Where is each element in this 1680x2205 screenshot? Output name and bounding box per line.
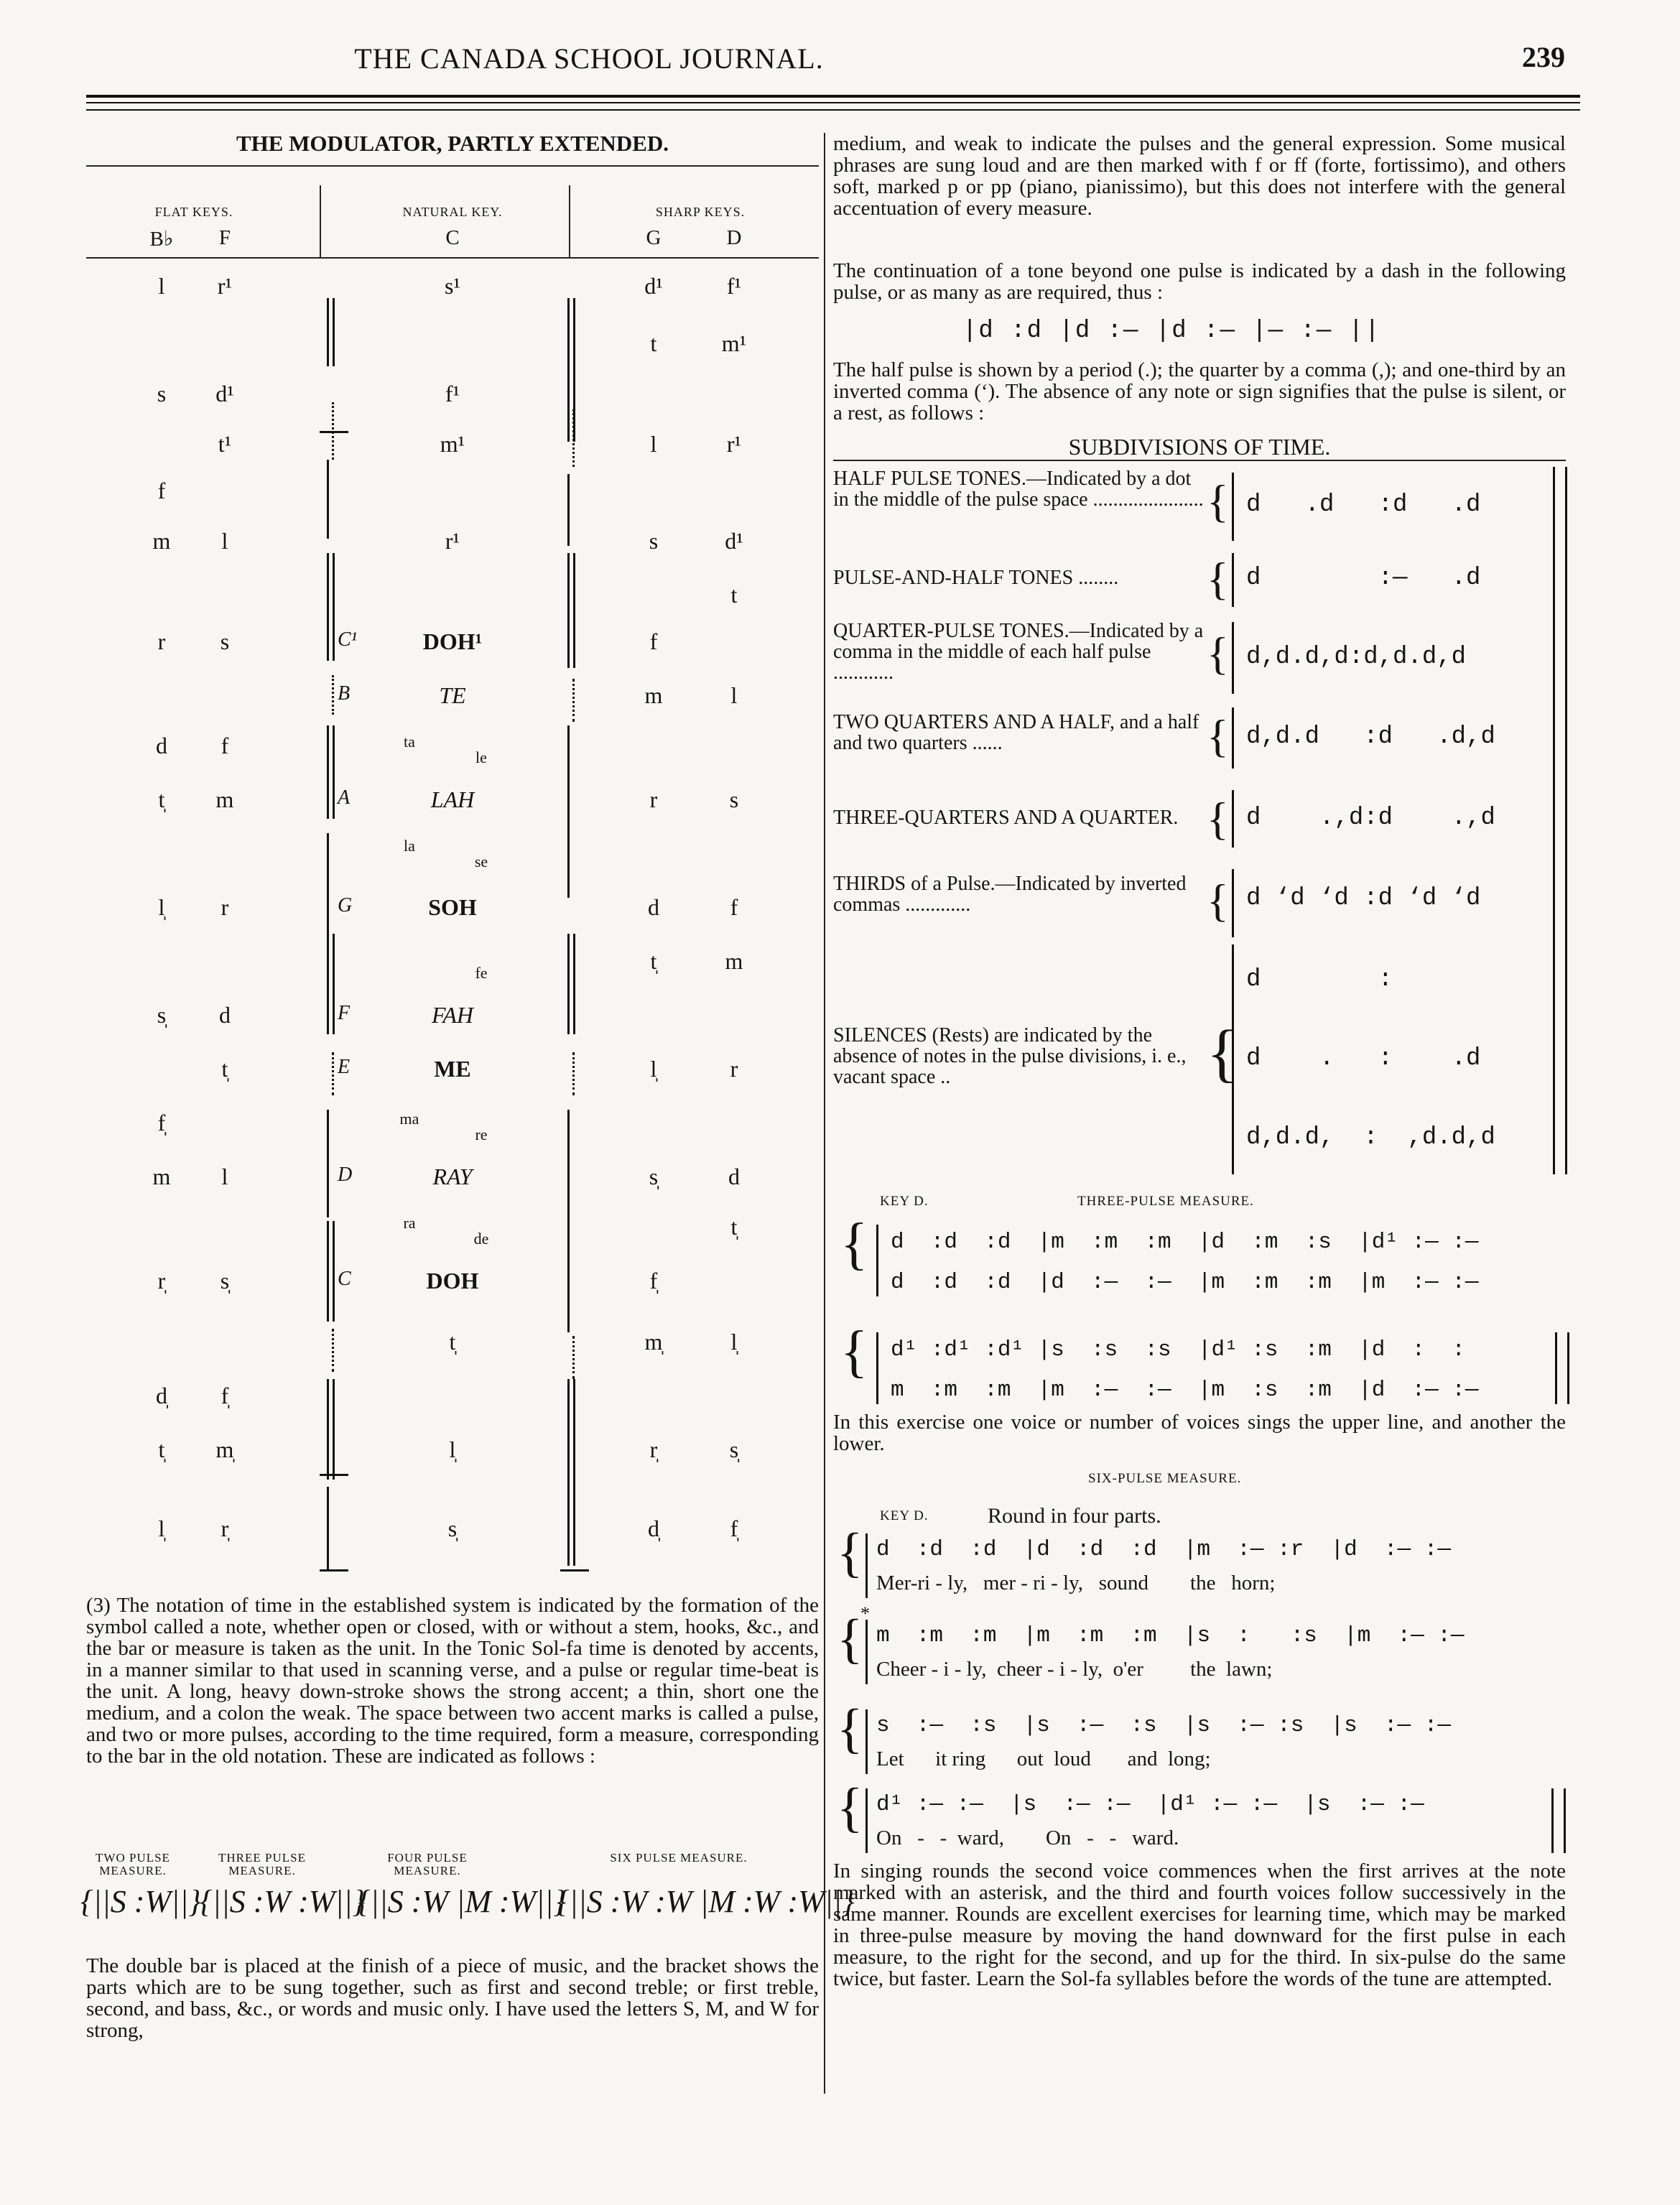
modulator-cell-d: t̩: [730, 1214, 738, 1240]
brace: {: [837, 1778, 863, 1838]
modulator-cell-f: l: [221, 528, 228, 554]
sharp-keys-label: SHARP KEYS.: [655, 205, 746, 219]
modulator-cell-f: d¹: [215, 381, 234, 407]
expression-paragraph: medium, and weak to indicate the pulses and the general expression. Some musical phrases are sung loud and are then marked with f or ff (forte, fortissimo), and others soft, marked p or pp (piano, pianissimo), but this does not interfere with the general accentuation of every measure.: [833, 132, 1566, 220]
ladder-tick: [560, 1569, 589, 1572]
six-pulse-label: SIX PULSE MEASURE.: [610, 1851, 748, 1865]
subdivision-label: HALF PULSE TONES.—Indicated by a dot in the middle of the pulse space ......................: [833, 468, 1204, 511]
ladder-bar: [327, 833, 335, 941]
subdivision-row: [833, 869, 1566, 941]
rounds-paragraph: In singing rounds the second voice commences when the first arrives at the note marked with an asterisk, and the third and fourth voices follow successively in the same manner. Rounds are excellent exercises for learning time, which may be marked in three-pulse measure by moving the hand downward for the first pulse in each measure, to the right for the second, and up for the third. In six-pulse do the same twice, but faster. Learn the Sol-fa syllables before the words of the tune are attempted.: [833, 1860, 1566, 1990]
modulator-cell-d: s: [729, 786, 739, 812]
subdivision-notes: d :— .d: [1246, 565, 1481, 592]
modulator-cell-c: LAH: [430, 786, 475, 812]
modulator-cell-chrom1: ta: [404, 733, 415, 751]
modulator-cell-c: DOH¹: [422, 628, 483, 654]
modulator-cell-g: d¹: [644, 273, 663, 299]
ladder-bar: [567, 298, 576, 442]
subdivision-notes: d,d.d, : ,d.d,d: [1246, 1124, 1495, 1151]
bar-line: [865, 1788, 868, 1853]
modulator-cell-bb: s: [157, 381, 167, 407]
ladder-dotted: [572, 409, 575, 467]
modulator-cell-g: m̩: [644, 1329, 663, 1355]
modulator-cell-c: TE: [439, 682, 466, 708]
round-notes-3: s :— :s |s :— :s |s :— :s |s :— :—: [876, 1713, 1451, 1738]
modulator-cell-c: l̩: [449, 1436, 456, 1462]
brace: {: [840, 1320, 868, 1383]
modulator-cell-d: f̩: [730, 1515, 738, 1541]
modulator-cell-bb: m: [152, 528, 171, 554]
key-d-label-1: KEY D.: [880, 1194, 929, 1209]
six-pulse-figure: {||S :W :W |M :W :W||}: [557, 1884, 855, 1919]
modulator-cell-g: m: [644, 682, 663, 708]
subdivisions-title: SUBDIVISIONS OF TIME.: [1068, 434, 1331, 460]
ladder-dotted: [572, 679, 575, 722]
modulator-cell-letter: D: [338, 1164, 353, 1186]
ladder-dotted: [572, 1336, 575, 1379]
subdivision-notes: d :: [1246, 966, 1393, 993]
modulator-cell-bb: d: [156, 733, 167, 758]
brace: {: [1207, 553, 1229, 604]
subdivision-notes: d . : .d: [1246, 1045, 1481, 1072]
modulator-cell-g: t̩: [650, 948, 657, 974]
brace: {: [1207, 875, 1229, 926]
subdivision-label: QUARTER-PULSE TONES.—Indicated by a comma in the middle of each half pulse ............: [833, 620, 1204, 684]
half-pulse-paragraph: The half pulse is shown by a period (.); the quarter by a comma (,); and one-third by an inverted comma (‘). The absence of any note or sign signifies that the pulse is silent, or a rest, as follows :: [833, 358, 1566, 424]
modulator-cell-c: r¹: [445, 528, 460, 554]
col-sep-2: [569, 185, 570, 257]
modulator-cell-chrom2: le: [475, 748, 487, 766]
flat-keys-label: FLAT KEYS.: [154, 205, 233, 219]
modulator-cell-d: l: [730, 682, 738, 708]
subdivision-row: [833, 618, 1566, 697]
ladder-bar: [567, 934, 576, 1034]
modulator-rule-head: [86, 257, 819, 259]
modulator-cell-f: f: [221, 733, 229, 758]
modulator-cell-bb: d̩: [156, 1383, 167, 1408]
modulator-cell-bb: s̩: [157, 1002, 167, 1028]
round-label: Round in four parts.: [988, 1504, 1161, 1528]
modulator-cell-g: r: [649, 786, 658, 812]
three-pulse-label: THREE PULSE MEASURE.: [218, 1851, 306, 1877]
modulator-cell-f: r: [221, 894, 229, 920]
bar-line: [1232, 707, 1234, 769]
column-divider: [824, 133, 825, 2094]
brace: {: [1207, 710, 1229, 761]
modulator-cell-bb: l̩: [158, 1515, 165, 1541]
modulator-cell-chrom2: fe: [475, 964, 488, 982]
modulator-rule-top: [86, 165, 819, 167]
modulator-cell-bb: f: [157, 478, 166, 503]
page-number: 239: [1522, 41, 1565, 73]
three-pulse-upper-1: d :d :d |m :m :m |d :m :s |d¹ :— :—: [891, 1230, 1479, 1255]
modulator-cell-chrom2: se: [474, 853, 488, 871]
modulator-cell-bb: r: [157, 628, 166, 654]
two-pulse-figure: {||S :W||}: [80, 1884, 201, 1919]
ladder-bar: [327, 1379, 335, 1480]
brace: {: [1207, 475, 1229, 526]
brace: {: [1207, 793, 1229, 844]
modulator-cell-bb: l: [158, 273, 165, 299]
key-c-label: C: [445, 226, 460, 249]
key-d-label-2: KEY D.: [880, 1508, 929, 1523]
natural-key-label: NATURAL KEY.: [402, 205, 503, 219]
modulator-cell-f: r¹: [217, 273, 233, 299]
ladder-dotted: [572, 1052, 575, 1095]
modulator-cell-d: f: [730, 894, 738, 920]
modulator-cell-g: f: [649, 628, 658, 654]
subdivision-notes: d,d.d,d:d,d.d,d: [1246, 644, 1467, 671]
bar-line: [1232, 473, 1234, 541]
six-pulse-measure-label: SIX-PULSE MEASURE.: [1088, 1471, 1242, 1486]
subdivision-label: SILENCES (Rests) are indicated by the absence of notes in the pulse divisions, i. e., vacant space ..: [833, 1024, 1187, 1088]
modulator-cell-f: l: [221, 1164, 228, 1189]
subdivision-notes: d ‘d ‘d :d ‘d ‘d: [1246, 885, 1481, 912]
modulator-cell-c: ME: [434, 1056, 471, 1082]
modulator-cell-g: s̩: [649, 1164, 659, 1189]
modulator-cell-f: t¹: [218, 431, 232, 457]
exercise-double-bar: [1555, 1332, 1569, 1404]
four-pulse-figure: {||S :W |M :W||}: [358, 1884, 566, 1919]
ladder-bar: [567, 474, 576, 546]
modulator-cell-d: l̩: [730, 1329, 738, 1355]
modulator-cell-chrom2: re: [475, 1125, 488, 1143]
modulator-cell-f: d: [219, 1002, 231, 1028]
round-words-1: Mer-ri - ly, mer - ri - ly, sound the horn;: [876, 1572, 1276, 1594]
modulator-cell-c: t̩: [449, 1329, 456, 1355]
brace: {: [837, 1609, 863, 1669]
bar-line: [1232, 944, 1234, 1174]
modulator-cell-letter: E: [338, 1056, 351, 1078]
subdivision-row: [833, 553, 1566, 611]
subdivisions-double-bar: [1553, 467, 1567, 1174]
subdivision-row: [833, 707, 1566, 772]
round-notes-4: d¹ :— :— |s :— :— |d¹ :— :— |s :— :—: [876, 1792, 1424, 1817]
modulator-cell-g: f̩: [649, 1268, 658, 1294]
modulator-title: THE MODULATOR, PARTLY EXTENDED.: [236, 131, 669, 156]
ladder-bar: [567, 725, 576, 898]
modulator-cell-f: m: [215, 786, 234, 812]
modulator-cell-c: FAH: [431, 1002, 474, 1028]
modulator-cell-chrom1: la: [404, 837, 415, 855]
modulator-cell-bb: f̩: [157, 1110, 166, 1136]
bar-line: [865, 1620, 868, 1684]
subdivisions-rule: [833, 460, 1566, 461]
double-bar-paragraph: The double bar is placed at the finish of a piece of music, and the bracket shows the parts which are to be sung together, such as first and second treble; or first treble, second, and bass, &c., or words and music only. I have used the letters S, M, and W for strong,: [86, 1954, 819, 2042]
modulator-cell-g: s: [649, 528, 659, 554]
three-pulse-figure: {||S :W :W||}: [200, 1884, 366, 1919]
ladder-bar: [567, 1379, 576, 1566]
subdivision-row-silences: [833, 944, 1566, 1174]
modulator-cell-g: d: [648, 894, 659, 920]
ladder-dotted: [332, 1329, 334, 1372]
ladder-bar: [327, 298, 335, 366]
subdivision-notes: d .d :d .d: [1246, 491, 1481, 519]
bar-line: [1232, 622, 1234, 694]
modulator-cell-chrom1: ra: [403, 1214, 416, 1232]
subdivision-label: PULSE-AND-HALF TONES ........: [833, 567, 1119, 589]
four-pulse-label: FOUR PULSE MEASURE.: [387, 1851, 468, 1877]
ladder-bar: [567, 553, 576, 668]
modulator-cell-bb: t̩: [158, 786, 165, 812]
modulator-cell-g: r̩: [649, 1436, 658, 1462]
brace: {: [1207, 628, 1229, 679]
ladder-bar: [327, 725, 335, 819]
brace: {: [840, 1212, 868, 1276]
modulator-cell-bb: m: [152, 1164, 171, 1189]
brace: {: [1207, 1018, 1238, 1089]
key-bb-label: B♭: [149, 228, 174, 251]
bar-line: [876, 1332, 878, 1404]
bar-line: [865, 1709, 868, 1774]
key-d-label: D: [726, 226, 742, 249]
subdivision-label: THIRDS of a Pulse.—Indicated by inverted commas .............: [833, 873, 1187, 916]
three-pulse-lower-1: d :d :d |d :— :— |m :m :m |m :— :—: [891, 1270, 1479, 1295]
modulator-cell-c: SOH: [428, 894, 477, 920]
exercise-paragraph: In this exercise one voice or number of voices sings the upper line, and another the lower.: [833, 1411, 1566, 1455]
modulator-cell-letter: F: [338, 1002, 351, 1024]
modulator-cell-f: t̩: [221, 1056, 228, 1082]
modulator-cell-d: r¹: [726, 431, 742, 457]
modulator-cell-f: s̩: [220, 1268, 230, 1294]
ladder-bar: [567, 1110, 576, 1332]
modulator-cell-chrom2: de: [473, 1230, 489, 1248]
ladder-bar: [327, 460, 335, 539]
bar-line: [876, 1225, 878, 1296]
brace: {: [837, 1699, 863, 1759]
subdivision-notes: d,d.d :d .d,d: [1246, 723, 1495, 751]
asterisk: *: [860, 1603, 870, 1624]
bar-line: [1232, 553, 1234, 607]
modulator-cell-d: m: [725, 948, 743, 974]
modulator-cell-bb: l̩: [158, 894, 165, 920]
key-f-label: F: [218, 226, 231, 249]
ladder-dotted: [332, 1052, 334, 1095]
brace: {: [837, 1523, 863, 1583]
continuation-paragraph: The continuation of a tone beyond one pulse is indicated by a dash in the following pulse, or as many as are required, thus :: [833, 259, 1566, 304]
journal-title: THE CANADA SCHOOL JOURNAL.: [354, 42, 824, 75]
modulator-cell-chrom1: ma: [399, 1110, 419, 1128]
header-rule-thin: [86, 102, 1580, 103]
modulator-cell-d: t: [730, 582, 738, 608]
modulator-cell-g: l̩: [650, 1056, 657, 1082]
two-pulse-label: TWO PULSE MEASURE.: [96, 1851, 170, 1877]
round-double-bar: [1551, 1788, 1566, 1853]
modulator-cell-c: s̩: [447, 1515, 458, 1541]
ladder-tick: [320, 1569, 348, 1572]
three-pulse-lower-2: m :m :m |m :— :— |m :s :m |d :— :—: [891, 1378, 1479, 1403]
modulator-cell-bb: r̩: [157, 1268, 166, 1294]
modulator-cell-c: DOH: [426, 1268, 479, 1294]
ladder-tick: [320, 1474, 348, 1476]
modulator-cell-c: m¹: [440, 431, 465, 457]
ladder-bar: [327, 1110, 335, 1217]
modulator-cell-letter: G: [338, 894, 353, 916]
header-rule: [86, 95, 1580, 98]
modulator-cell-f: r̩: [221, 1515, 229, 1541]
modulator-cell-d: d¹: [725, 528, 743, 554]
modulator-cell-g: t: [650, 330, 657, 356]
ladder-bar: [327, 1221, 335, 1322]
modulator-cell-d: r: [730, 1056, 738, 1082]
three-pulse-measure-label: THREE-PULSE MEASURE.: [1077, 1194, 1254, 1209]
ladder-bar: [327, 553, 335, 661]
round-notes-2: m :m :m |m :m :m |s : :s |m :— :—: [876, 1623, 1465, 1648]
subdivision-notes: d .,d:d .,d: [1246, 804, 1495, 832]
round-words-4: On - - ward, On - - ward.: [876, 1826, 1179, 1849]
bar-line: [1232, 869, 1234, 937]
col-sep-1: [320, 185, 321, 257]
modulator-cell-d: m¹: [721, 330, 747, 356]
subdivision-label: TWO QUARTERS AND A HALF, and a half and two quarters ......: [833, 711, 1199, 754]
three-pulse-upper-2: d¹ :d¹ :d¹ |s :s :s |d¹ :s :m |d : :: [891, 1337, 1465, 1363]
subdivision-label: THREE-QUARTERS AND A QUARTER.: [833, 807, 1179, 829]
modulator-cell-g: l: [650, 431, 657, 457]
header-rule-thin-2: [86, 109, 1580, 111]
notation-of-time-paragraph: (3) The notation of time in the established system is indicated by the formation of the symbol called a note, whether open or closed, with or without a stem, hooks, &c., and the bar or measure is taken as the unit. In the Tonic Sol-fa time is denoted by accents, in a manner similar to that used in scanning verse, and a pulse or regular time-beat is the unit. A long, heavy down-stroke shows the strong accent; a thin, short one the medium, and a colon the weak. The space between two accent marks is called a pulse, and two or more pulses, according to the time required, form a measure, corresponding to the bar in the old notation. These are indicated as follows :: [86, 1594, 819, 1768]
modulator-cell-letter: C¹: [338, 628, 358, 651]
modulator-cell-letter: C: [338, 1268, 351, 1290]
bar-line: [1232, 790, 1234, 848]
modulator-cell-letter: B: [338, 682, 351, 705]
round-words-2: Cheer - i - ly, cheer - i - ly, o'er the lawn;: [876, 1658, 1273, 1681]
modulator-cell-c: RAY: [432, 1164, 473, 1189]
ladder-dotted: [332, 675, 334, 715]
modulator-cell-c: f¹: [445, 381, 460, 407]
subdivision-row: [833, 790, 1566, 851]
continuation-example: |d :d |d :— |d :— |— :— ||: [962, 317, 1381, 345]
modulator-cell-letter: A: [338, 786, 351, 809]
bar-line: [865, 1533, 868, 1598]
modulator-cell-f: m̩: [215, 1436, 234, 1462]
modulator-cell-d: f¹: [726, 273, 742, 299]
key-g-label: G: [646, 226, 662, 249]
round-words-3: Let it ring out loud and long;: [876, 1747, 1211, 1770]
ladder-bar: [327, 1487, 335, 1569]
modulator-cell-c: s¹: [444, 273, 461, 299]
ladder-bar: [327, 934, 335, 1034]
modulator-cell-bb: t̩: [158, 1436, 165, 1462]
subdivision-row: [833, 467, 1566, 546]
modulator-cell-g: d̩: [648, 1515, 659, 1541]
modulator-cell-d: s̩: [729, 1436, 739, 1462]
modulator-cell-f: s: [220, 628, 230, 654]
round-notes-1: d :d :d |d :d :d |m :— :r |d :— :—: [876, 1537, 1451, 1562]
modulator-cell-f: f̩: [221, 1383, 229, 1408]
modulator-cell-d: d: [728, 1164, 740, 1189]
ladder-tick: [320, 431, 348, 433]
